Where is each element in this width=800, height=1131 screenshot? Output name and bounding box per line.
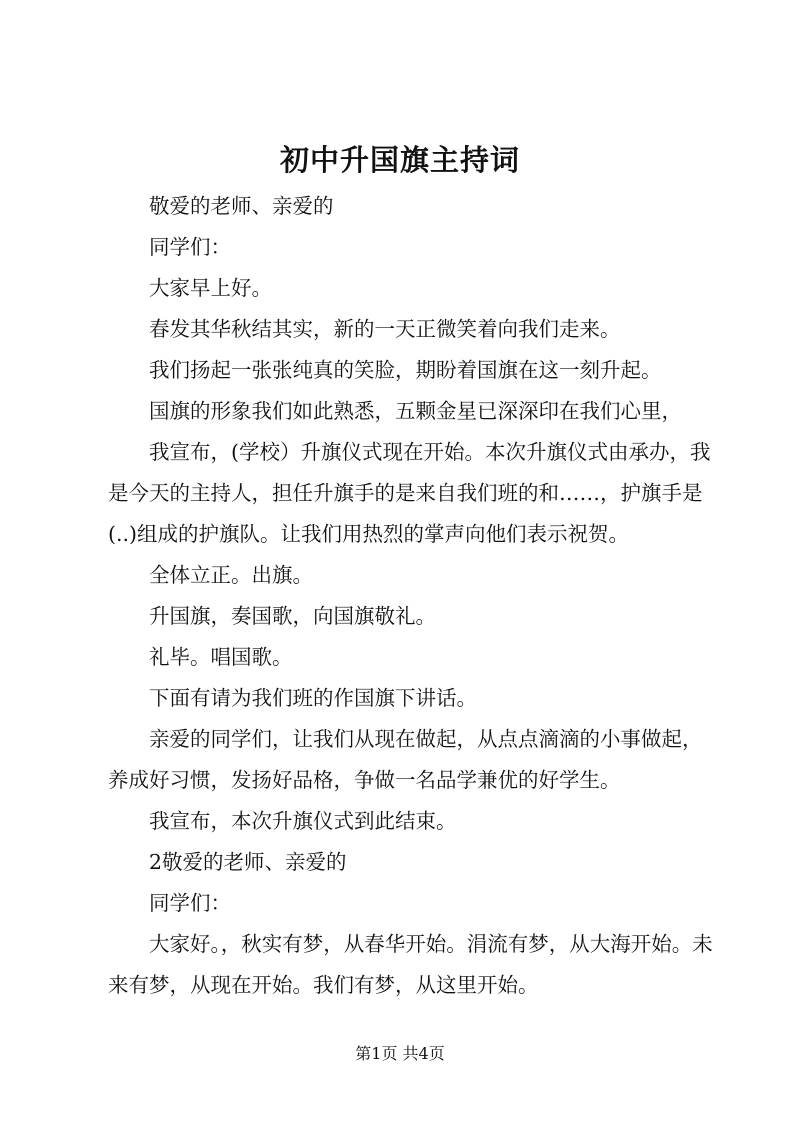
paragraph-exhortation: 亲爱的同学们，让我们从现在做起，从点点滴滴的小事做起，养成好习惯，发扬好品格，争做一名品学兼优的好学生。 — [108, 727, 703, 792]
paragraph-greeting-students: 同学们： — [149, 235, 231, 259]
paragraph-dreams: 大家好。，秋实有梦，从春华开始。涓流有梦，从大海开始。未来有梦，从现在开始。我们有梦，从这里开始。 — [108, 932, 713, 997]
paragraph-smiling-faces: 我们扬起一张张纯真的笑脸，期盼着国旗在这一刻升起。 — [149, 358, 662, 382]
paragraph-ceremony-end: 我宣布，本次升旗仪式到此结束。 — [149, 809, 457, 833]
paragraph-ceremony-start: 我宣布，(学校）升旗仪式现在开始。本次升旗仪式由承办，我是今天的主持人，担任升旗手的是来自我们班的和……，护旗手是(..)组成的护旗队。让我们用热烈的掌声向他们表示祝贺。 — [108, 440, 711, 546]
paragraph-flag-image: 国旗的形象我们如此熟悉，五颗金星已深深印在我们心里， — [149, 399, 682, 423]
paragraph-raise-flag: 升国旗，奏国歌，向国旗敬礼。 — [149, 604, 436, 628]
paragraph-attention: 全体立正。出旗。 — [149, 563, 313, 587]
document-title: 初中升国旗主持词 — [279, 143, 520, 177]
paragraph-good-morning: 大家早上好。 — [149, 276, 272, 300]
page-number-footer: 第1页 共4页 — [355, 1044, 445, 1063]
document-body — [108, 186, 714, 1006]
paragraph-greeting-teachers: 敬爱的老师、亲爱的 — [149, 194, 334, 218]
paragraph-anthem: 礼毕。唱国歌。 — [149, 645, 293, 669]
paragraph-new-day: 春发其华秋结其实，新的一天正微笑着向我们走来。 — [149, 317, 621, 341]
paragraph-second-greeting-students: 同学们： — [149, 891, 231, 915]
paragraph-speech-invite: 下面有请为我们班的作国旗下讲话。 — [149, 686, 477, 710]
paragraph-second-greeting-teachers: 2敬爱的老师、亲爱的 — [149, 850, 347, 874]
